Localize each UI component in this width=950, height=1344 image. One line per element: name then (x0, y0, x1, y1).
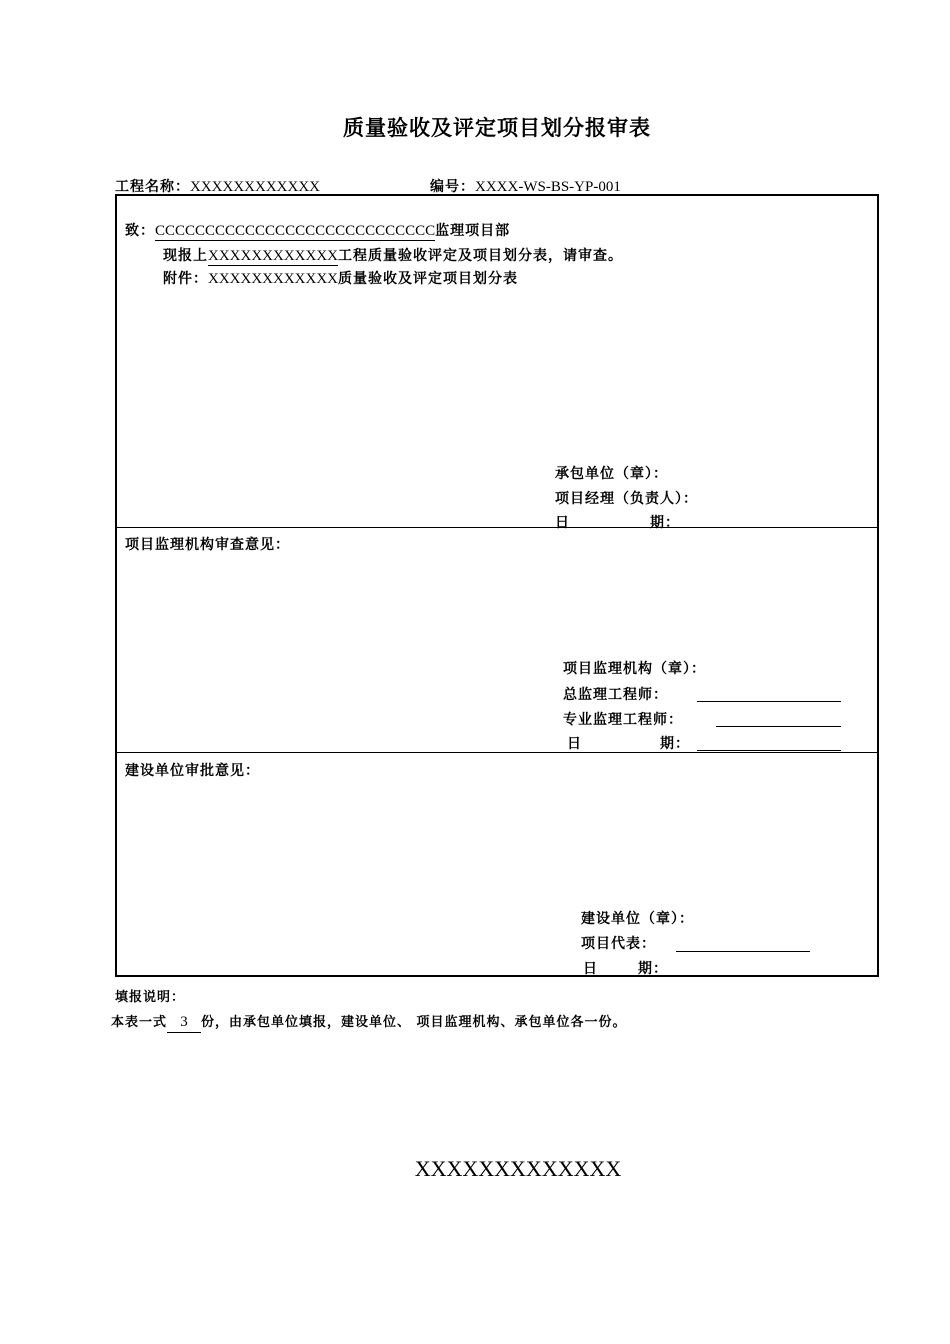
date-label-b: 期： (660, 736, 690, 752)
project-name-field (115, 176, 320, 196)
notes-heading: 填报说明： (115, 990, 186, 1005)
notes-line (111, 1011, 627, 1033)
chief-engineer-label: 总监理工程师： (563, 687, 668, 703)
page-title: 质量验收及评定项目划分报审表 (343, 115, 651, 140)
date-label-a: 日 (567, 736, 582, 752)
contractor-seal-label: 承包单位（章）： (555, 466, 668, 482)
addressee-value: CCCCCCCCCCCCCCCCCCCCCCCCCCCC (155, 223, 436, 239)
document-number-field (430, 176, 621, 196)
addressee-suffix: 监理项目部 (435, 223, 511, 239)
project-name-label: 工程名称： (115, 179, 190, 195)
attachment-label: 附件： (163, 271, 208, 287)
date-label-a: 日 (583, 961, 598, 977)
submission-line (163, 245, 623, 265)
document-number-value: XXXX-WS-BS-YP-001 (475, 179, 621, 195)
supervision-review-heading: 项目监理机构审查意见： (125, 537, 290, 553)
specialist-engineer-label: 专业监理工程师： (563, 712, 683, 728)
attachment-line (163, 268, 518, 288)
chief-engineer-blank[interactable] (697, 701, 841, 702)
date-label-b: 期： (638, 961, 668, 977)
addressee-label: 致： (125, 223, 155, 239)
representative-blank[interactable] (676, 951, 810, 952)
project-representative-label: 项目代表： (581, 936, 656, 952)
date-label-a: 日 (555, 515, 570, 531)
submission-suffix: 工程质量验收评定及项目划分表，请审查。 (338, 248, 623, 264)
contractor-date-blank[interactable] (697, 527, 831, 528)
supervision-date-blank[interactable] (697, 750, 841, 751)
specialist-engineer-blank[interactable] (716, 726, 841, 727)
submission-prefix: 现报上 (163, 248, 208, 264)
notes-prefix: 本表一式 (111, 1015, 168, 1030)
owner-date-blank[interactable] (676, 975, 810, 976)
owner-approval-heading: 建设单位审批意见： (125, 763, 260, 779)
submission-project-value: XXXXXXXXXXXX (208, 248, 338, 264)
addressee-line (125, 220, 510, 240)
supervision-seal-label: 项目监理机构（章）： (563, 661, 706, 677)
project-name-value: XXXXXXXXXXXX (190, 179, 320, 195)
attachment-value: XXXXXXXXXXXX (208, 271, 338, 287)
attachment-suffix: 质量验收及评定项目划分表 (338, 271, 518, 287)
form-frame (115, 194, 879, 977)
section-divider-2 (115, 752, 879, 753)
owner-seal-label: 建设单位（章）： (581, 911, 694, 927)
project-manager-label: 项目经理（负责人）： (555, 491, 698, 507)
document-number-label: 编号： (430, 179, 475, 195)
footer-text: XXXXXXXXXXXXX (414, 1156, 622, 1181)
copies-count: 3 (167, 1014, 201, 1033)
notes-suffix: 份，由承包单位填报，建设单位、 项目监理机构、承包单位各一份。 (201, 1015, 627, 1030)
date-label-b: 期： (650, 515, 680, 531)
